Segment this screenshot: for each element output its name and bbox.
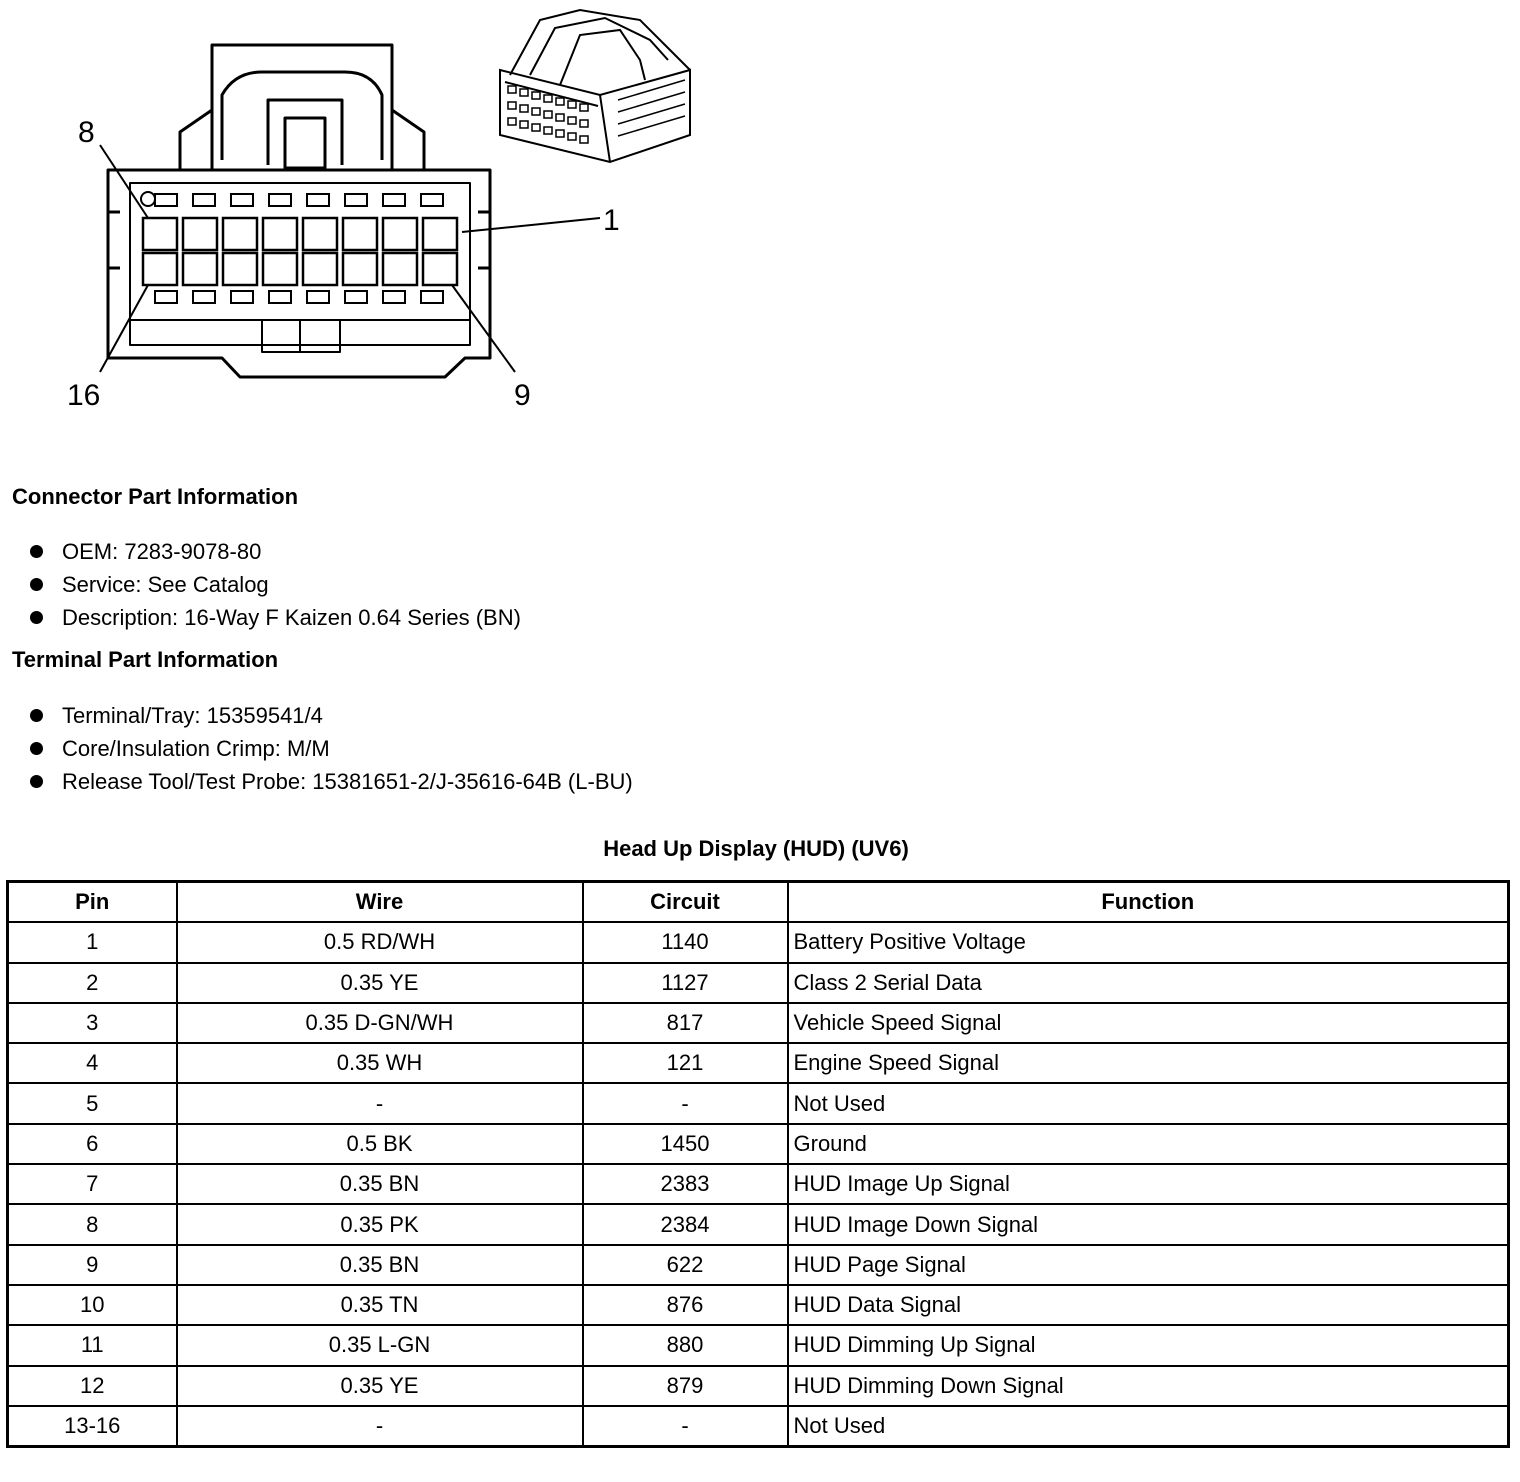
table-row: [8, 1245, 1509, 1285]
cell-wire: 0.35 WH: [177, 1043, 583, 1083]
cell-circuit: 1450: [583, 1124, 788, 1164]
terminal-info-heading: Terminal Part Information: [12, 647, 279, 672]
list-item: [28, 765, 633, 798]
cell-pin: 1: [8, 922, 177, 962]
cell-circuit: -: [583, 1406, 788, 1447]
cell-function: HUD Image Down Signal: [788, 1204, 1509, 1244]
bullet-icon: [30, 578, 43, 591]
cell-function: HUD Data Signal: [788, 1285, 1509, 1325]
cell-pin: 9: [8, 1245, 177, 1285]
cell-function: Not Used: [788, 1083, 1509, 1123]
cell-function: Vehicle Speed Signal: [788, 1003, 1509, 1043]
table-row: [8, 1124, 1509, 1164]
callout-pin-8: 8: [78, 116, 95, 149]
cell-pin: 12: [8, 1366, 177, 1406]
list-item: [28, 568, 521, 601]
cell-pin: 13-16: [8, 1406, 177, 1447]
list-item: [28, 732, 633, 765]
cell-function: Not Used: [788, 1406, 1509, 1447]
cell-circuit: 876: [583, 1285, 788, 1325]
table-row: [8, 1325, 1509, 1365]
table-row: [8, 1083, 1509, 1123]
cell-pin: 11: [8, 1325, 177, 1365]
terminal-info-list: [28, 699, 633, 798]
column-header-pin: Pin: [8, 882, 177, 923]
table-row: [8, 1204, 1509, 1244]
list-item-text: Service: See Catalog: [62, 572, 269, 597]
table-row: [8, 1285, 1509, 1325]
cell-circuit: 121: [583, 1043, 788, 1083]
cell-pin: 4: [8, 1043, 177, 1083]
cell-wire: 0.35 BN: [177, 1245, 583, 1285]
cell-pin: 10: [8, 1285, 177, 1325]
cell-function: Ground: [788, 1124, 1509, 1164]
cell-circuit: 879: [583, 1366, 788, 1406]
connector-diagram: [0, 0, 760, 450]
cell-wire: 0.5 RD/WH: [177, 922, 583, 962]
cell-function: Engine Speed Signal: [788, 1043, 1509, 1083]
table-row: [8, 1043, 1509, 1083]
list-item-text: Release Tool/Test Probe: 15381651-2/J-35616-64B (L-BU): [62, 769, 633, 794]
cell-circuit: 2384: [583, 1204, 788, 1244]
cell-wire: -: [177, 1083, 583, 1123]
bullet-icon: [30, 545, 43, 558]
cell-circuit: 1140: [583, 922, 788, 962]
cell-wire: 0.35 YE: [177, 1366, 583, 1406]
cell-wire: 0.35 L-GN: [177, 1325, 583, 1365]
list-item-text: Terminal/Tray: 15359541/4: [62, 703, 323, 728]
list-item-text: Description: 16-Way F Kaizen 0.64 Series (BN): [62, 605, 521, 630]
callout-pin-1: 1: [603, 204, 620, 237]
cell-pin: 5: [8, 1083, 177, 1123]
cell-wire: 0.5 BK: [177, 1124, 583, 1164]
cell-circuit: 817: [583, 1003, 788, 1043]
connector-info-heading: Connector Part Information: [12, 484, 299, 509]
cell-circuit: 1127: [583, 963, 788, 1003]
list-item-text: OEM: 7283-9078-80: [62, 539, 262, 564]
list-item-text: Core/Insulation Crimp: M/M: [62, 736, 330, 761]
connector-info-list: [28, 535, 521, 634]
cell-function: Battery Positive Voltage: [788, 922, 1509, 962]
cell-wire: 0.35 YE: [177, 963, 583, 1003]
connector-latch: [212, 45, 392, 170]
bullet-icon: [30, 709, 43, 722]
cell-wire: 0.35 TN: [177, 1285, 583, 1325]
cell-function: HUD Dimming Up Signal: [788, 1325, 1509, 1365]
list-item: [28, 699, 633, 732]
cell-circuit: -: [583, 1083, 788, 1123]
table-title: Head Up Display (HUD) (UV6): [603, 836, 909, 861]
cell-function: HUD Image Up Signal: [788, 1164, 1509, 1204]
list-item: [28, 601, 521, 634]
table-row: [8, 922, 1509, 962]
table-row: [8, 1406, 1509, 1447]
cell-circuit: 622: [583, 1245, 788, 1285]
table-row: [8, 1366, 1509, 1406]
cell-circuit: 2383: [583, 1164, 788, 1204]
cell-function: HUD Page Signal: [788, 1245, 1509, 1285]
bullet-icon: [30, 611, 43, 624]
pinout-table: [6, 880, 1510, 1448]
cell-pin: 2: [8, 963, 177, 1003]
cell-circuit: 880: [583, 1325, 788, 1365]
table-row: [8, 1164, 1509, 1204]
connector-3d-illustration: [500, 10, 690, 162]
cell-wire: -: [177, 1406, 583, 1447]
table-row: [8, 1003, 1509, 1043]
cell-pin: 6: [8, 1124, 177, 1164]
table-header-row: [8, 882, 1509, 923]
cell-wire: 0.35 PK: [177, 1204, 583, 1244]
cell-pin: 7: [8, 1164, 177, 1204]
column-header-circuit: Circuit: [583, 882, 788, 923]
cell-wire: 0.35 BN: [177, 1164, 583, 1204]
list-item: [28, 535, 521, 568]
bullet-icon: [30, 775, 43, 788]
cell-function: Class 2 Serial Data: [788, 963, 1509, 1003]
callout-pin-16: 16: [67, 379, 101, 412]
column-header-wire: Wire: [177, 882, 583, 923]
callout-pin-9: 9: [514, 379, 531, 412]
bullet-icon: [30, 742, 43, 755]
cell-pin: 3: [8, 1003, 177, 1043]
table-row: [8, 963, 1509, 1003]
cell-function: HUD Dimming Down Signal: [788, 1366, 1509, 1406]
column-header-function: Function: [788, 882, 1509, 923]
cell-wire: 0.35 D-GN/WH: [177, 1003, 583, 1043]
cell-pin: 8: [8, 1204, 177, 1244]
